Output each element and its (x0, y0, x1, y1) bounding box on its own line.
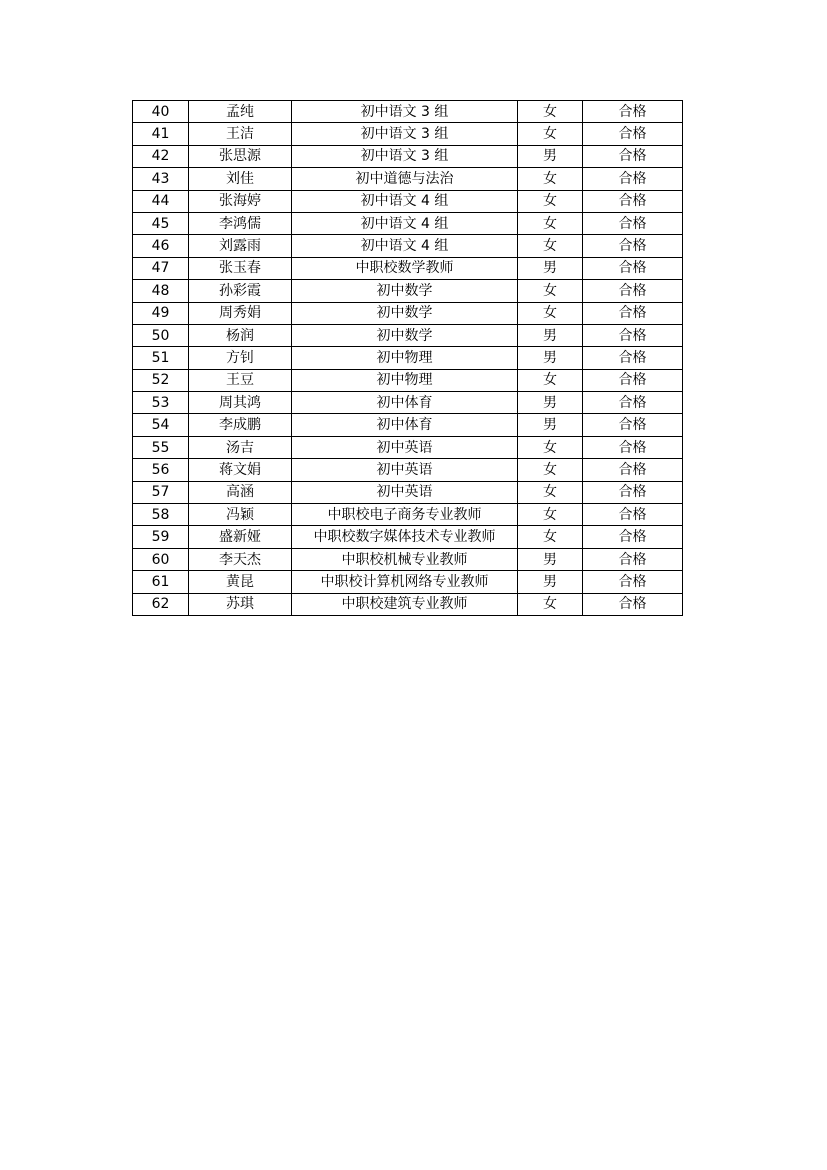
name-cell: 周其鸿 (189, 392, 292, 414)
subject-cell: 初中英语 (292, 436, 518, 458)
name-cell: 王洁 (189, 123, 292, 145)
table-row (133, 526, 683, 548)
table-row (133, 593, 683, 615)
name-cell: 苏琪 (189, 593, 292, 615)
roster-table-body (133, 101, 683, 616)
result-cell: 合格 (583, 123, 683, 145)
gender-cell: 男 (518, 347, 583, 369)
table-row (133, 459, 683, 481)
table-row (133, 571, 683, 593)
table-row (133, 123, 683, 145)
name-cell: 杨润 (189, 324, 292, 346)
result-cell: 合格 (583, 324, 683, 346)
name-cell: 李成鹏 (189, 414, 292, 436)
name-cell: 刘露雨 (189, 235, 292, 257)
gender-cell: 女 (518, 459, 583, 481)
name-cell: 孟纯 (189, 101, 292, 123)
result-cell: 合格 (583, 369, 683, 391)
row-number-cell: 43 (133, 168, 189, 190)
name-cell: 张海婷 (189, 190, 292, 212)
row-number-cell: 50 (133, 324, 189, 346)
subject-cell: 初中语文 4 组 (292, 235, 518, 257)
table-row (133, 101, 683, 123)
gender-cell: 女 (518, 369, 583, 391)
result-cell: 合格 (583, 481, 683, 503)
table-row (133, 414, 683, 436)
table-row (133, 392, 683, 414)
subject-cell: 初中物理 (292, 347, 518, 369)
gender-cell: 女 (518, 593, 583, 615)
name-cell: 李天杰 (189, 548, 292, 570)
row-number-cell: 48 (133, 280, 189, 302)
gender-cell: 男 (518, 548, 583, 570)
subject-cell: 初中数学 (292, 324, 518, 346)
row-number-cell: 41 (133, 123, 189, 145)
result-cell: 合格 (583, 459, 683, 481)
name-cell: 汤吉 (189, 436, 292, 458)
subject-cell: 中职校电子商务专业教师 (292, 504, 518, 526)
gender-cell: 女 (518, 212, 583, 234)
row-number-cell: 44 (133, 190, 189, 212)
row-number-cell: 47 (133, 257, 189, 279)
subject-cell: 初中语文 4 组 (292, 212, 518, 234)
result-cell: 合格 (583, 145, 683, 167)
table-row (133, 280, 683, 302)
gender-cell: 男 (518, 257, 583, 279)
subject-cell: 初中数学 (292, 280, 518, 302)
table-row (133, 190, 683, 212)
name-cell: 张思源 (189, 145, 292, 167)
subject-cell: 初中道德与法治 (292, 168, 518, 190)
gender-cell: 女 (518, 168, 583, 190)
name-cell: 张玉春 (189, 257, 292, 279)
table-row (133, 145, 683, 167)
table-row (133, 548, 683, 570)
gender-cell: 女 (518, 235, 583, 257)
row-number-cell: 49 (133, 302, 189, 324)
name-cell: 刘佳 (189, 168, 292, 190)
table-row (133, 235, 683, 257)
row-number-cell: 46 (133, 235, 189, 257)
name-cell: 李鸿儒 (189, 212, 292, 234)
row-number-cell: 56 (133, 459, 189, 481)
gender-cell: 女 (518, 190, 583, 212)
table-row (133, 212, 683, 234)
name-cell: 王豆 (189, 369, 292, 391)
subject-cell: 初中语文 3 组 (292, 145, 518, 167)
gender-cell: 女 (518, 481, 583, 503)
table-row (133, 302, 683, 324)
row-number-cell: 58 (133, 504, 189, 526)
gender-cell: 女 (518, 436, 583, 458)
table-row (133, 347, 683, 369)
gender-cell: 男 (518, 145, 583, 167)
subject-cell: 初中英语 (292, 459, 518, 481)
subject-cell: 中职校机械专业教师 (292, 548, 518, 570)
roster-table (132, 100, 683, 616)
table-row (133, 436, 683, 458)
name-cell: 盛新娅 (189, 526, 292, 548)
name-cell: 方钊 (189, 347, 292, 369)
gender-cell: 女 (518, 302, 583, 324)
row-number-cell: 59 (133, 526, 189, 548)
subject-cell: 初中英语 (292, 481, 518, 503)
result-cell: 合格 (583, 593, 683, 615)
gender-cell: 女 (518, 280, 583, 302)
result-cell: 合格 (583, 347, 683, 369)
result-cell: 合格 (583, 302, 683, 324)
result-cell: 合格 (583, 571, 683, 593)
result-cell: 合格 (583, 548, 683, 570)
table-row (133, 481, 683, 503)
result-cell: 合格 (583, 168, 683, 190)
table-row (133, 168, 683, 190)
gender-cell: 女 (518, 123, 583, 145)
gender-cell: 男 (518, 414, 583, 436)
subject-cell: 初中体育 (292, 392, 518, 414)
name-cell: 冯颖 (189, 504, 292, 526)
result-cell: 合格 (583, 101, 683, 123)
gender-cell: 男 (518, 571, 583, 593)
row-number-cell: 45 (133, 212, 189, 234)
table-row (133, 257, 683, 279)
table-row (133, 369, 683, 391)
result-cell: 合格 (583, 257, 683, 279)
subject-cell: 初中体育 (292, 414, 518, 436)
gender-cell: 男 (518, 324, 583, 346)
result-cell: 合格 (583, 212, 683, 234)
row-number-cell: 62 (133, 593, 189, 615)
gender-cell: 女 (518, 504, 583, 526)
name-cell: 高涵 (189, 481, 292, 503)
subject-cell: 中职校数字媒体技术专业教师 (292, 526, 518, 548)
name-cell: 孙彩霞 (189, 280, 292, 302)
gender-cell: 男 (518, 392, 583, 414)
row-number-cell: 53 (133, 392, 189, 414)
subject-cell: 初中语文 3 组 (292, 101, 518, 123)
table-row (133, 504, 683, 526)
subject-cell: 初中语文 3 组 (292, 123, 518, 145)
row-number-cell: 54 (133, 414, 189, 436)
result-cell: 合格 (583, 504, 683, 526)
result-cell: 合格 (583, 526, 683, 548)
row-number-cell: 61 (133, 571, 189, 593)
subject-cell: 初中物理 (292, 369, 518, 391)
result-cell: 合格 (583, 190, 683, 212)
row-number-cell: 52 (133, 369, 189, 391)
gender-cell: 女 (518, 101, 583, 123)
row-number-cell: 60 (133, 548, 189, 570)
name-cell: 周秀娟 (189, 302, 292, 324)
result-cell: 合格 (583, 436, 683, 458)
subject-cell: 中职校数学教师 (292, 257, 518, 279)
name-cell: 黄昆 (189, 571, 292, 593)
result-cell: 合格 (583, 392, 683, 414)
result-cell: 合格 (583, 280, 683, 302)
subject-cell: 中职校建筑专业教师 (292, 593, 518, 615)
subject-cell: 初中数学 (292, 302, 518, 324)
row-number-cell: 57 (133, 481, 189, 503)
row-number-cell: 42 (133, 145, 189, 167)
name-cell: 蒋文娟 (189, 459, 292, 481)
result-cell: 合格 (583, 235, 683, 257)
row-number-cell: 55 (133, 436, 189, 458)
gender-cell: 女 (518, 526, 583, 548)
table-row (133, 324, 683, 346)
row-number-cell: 51 (133, 347, 189, 369)
result-cell: 合格 (583, 414, 683, 436)
row-number-cell: 40 (133, 101, 189, 123)
subject-cell: 中职校计算机网络专业教师 (292, 571, 518, 593)
subject-cell: 初中语文 4 组 (292, 190, 518, 212)
